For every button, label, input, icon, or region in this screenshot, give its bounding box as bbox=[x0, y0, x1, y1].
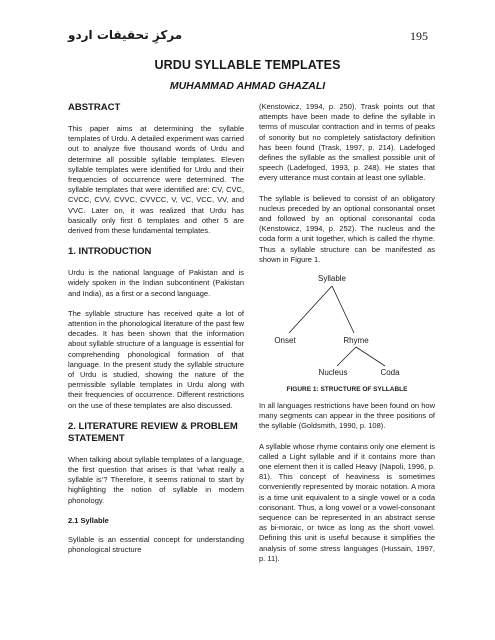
edge-syllable-onset bbox=[289, 286, 332, 333]
syllable-weight-paragraph: A syllable whose rhyme contains only one element is called a Light syllable and if it contains more than one element then it is called Heavy (Napoli, 1996, p. 81). This concept of heaviness is sometimes conveniently represented by moraic notation. A mora is a time unit equivalent to a single vowel or a coda consonant. Thus, a long vowel or a vowel-consonant sequence can be represented in an abstract sense as bi-moraic, or twice as long as the short vowel. Defining this unit is useful because it simplifies the analysis of some stress languages (Hussain, 1997, p. 11). bbox=[259, 441, 435, 563]
node-nucleus: Nucleus bbox=[318, 368, 348, 378]
node-syllable: Syllable bbox=[317, 274, 347, 284]
edge-rhyme-nucleus bbox=[337, 347, 356, 366]
abstract-heading: ABSTRACT bbox=[68, 102, 121, 113]
syllable-tree-diagram bbox=[259, 271, 435, 383]
introduction-heading: 1. INTRODUCTION bbox=[68, 246, 152, 258]
node-onset: Onset bbox=[274, 336, 296, 346]
running-header bbox=[68, 28, 428, 46]
page-number: 195 bbox=[410, 29, 428, 43]
left-column bbox=[68, 102, 244, 556]
literature-review-paragraph: When talking about syllable templates of a language, the first question that arises is that ‘what really a syllable is’? Therefore, it seems rational to start by highlighting the notion of syllable in modern phonology. bbox=[68, 454, 244, 505]
author-name: MUHAMMAD AHMAD GHAZALI bbox=[169, 80, 326, 92]
introduction-paragraph-2: The syllable structure has received quite a lot of attention in the phonological literature of the past few decades. It has been shown that the information about syllable structure of a language is essential for comprehending phonological formation of that language. In the present study the syllable structure of Urdu is studied, showing the nature of the permissible syllable templates in Urdu along with their frequencies of occurrence. Different restrictions on the use of these templates are also discussed. bbox=[68, 308, 244, 410]
definition-paragraph: (Kenstowicz, 1994, p. 250). Trask points out that attempts have been made to define the syllable in terms of muscular contraction and in terms of peaks of sonority but no completely satisfactory definition has been found (Trask, 1997, p. 214). Ladefoged defines the syllable as the smallest possible unit of speech (Ladefoged, 1993, p. 248). He states that every utterance must contain at least one syllable. bbox=[259, 102, 435, 183]
restrictions-paragraph: In all languages restrictions have been found on how many segments can appear in the three positions of the syllable (Goldsmith, 1990, p. 108). bbox=[259, 401, 435, 431]
syllable-structure-figure bbox=[259, 271, 435, 393]
syllable-components-paragraph: The syllable is believed to consist of an obligatory nucleus preceded by an optional consonantal onset and followed by an optional consonantal coda (Kenstowicz, 1994, p. 252). The nucleus and the coda form a unit together, which is called the rhyme. Thus a syllable structure can be manifested as shown in Figure 1. bbox=[259, 193, 435, 264]
edge-syllable-rhyme bbox=[332, 286, 354, 333]
edge-rhyme-coda bbox=[356, 347, 385, 366]
paper-title: URDU SYLLABLE TEMPLATES bbox=[154, 58, 341, 72]
syllable-subheading: 2.1 Syllable bbox=[68, 515, 109, 525]
syllable-paragraph: Syllable is an essential concept for understanding phonological structure bbox=[68, 535, 244, 555]
journal-name-urdu: مرکزِ تحقیقات اردو bbox=[68, 28, 183, 42]
node-coda: Coda bbox=[380, 368, 400, 378]
figure-caption: FIGURE 1: STRUCTURE OF SYLLABLE bbox=[286, 386, 408, 394]
right-column bbox=[259, 102, 435, 564]
introduction-paragraph-1: Urdu is the national language of Pakistan and is widely spoken in the Indian subcontinent (Pakistan and India), as a first or a second language. bbox=[68, 268, 244, 298]
node-rhyme: Rhyme bbox=[343, 336, 369, 346]
literature-review-heading: 2. LITERATURE REVIEW & PROBLEM STATEMENT bbox=[68, 420, 238, 444]
abstract-text: This paper aims at determining the syllable templates of Urdu. A detailed experiment was carried out to analyze five thousand words of Urdu and determine all possible syllable templates. Eleven syllable templates were identified for Urdu and their frequencies of occurrence were determined. The syllable templates that were identified are: CV, CVC, CVCC, CVV, CVVC, CVVCC, V, VC, VCC, VV, and VVC. Later on, it was realized that Urdu has basically only first 6 templates and other 5 are derived from these fundamental templates. bbox=[68, 124, 244, 236]
